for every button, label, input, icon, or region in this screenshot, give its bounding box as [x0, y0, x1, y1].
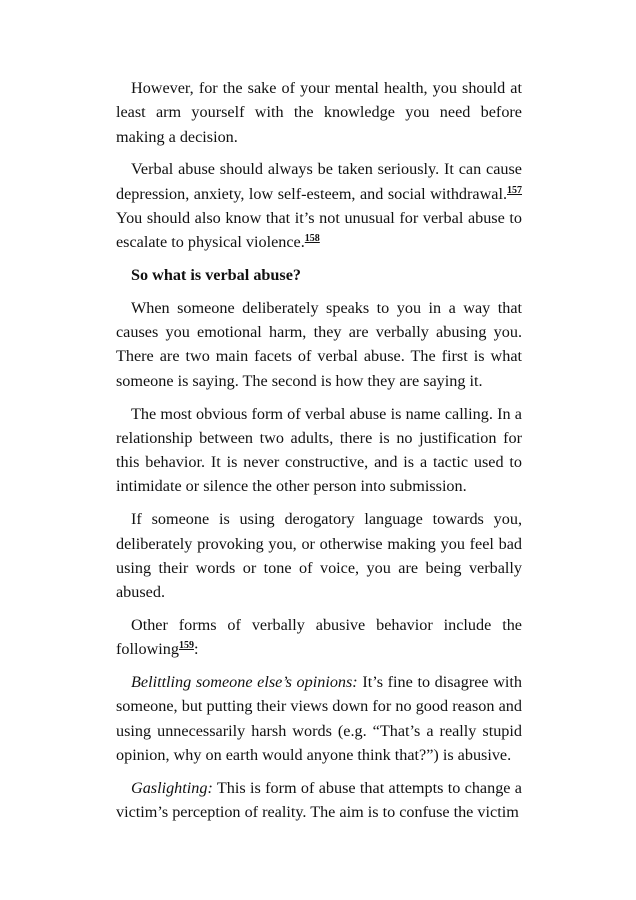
paragraph-name-calling: The most obvious form of verbal abuse is name calling. In a relationship between two adults, there is no justification for this behavior. It is never constructive, and is a tactic used to intimidate or silence the other person into submission.	[116, 404, 522, 496]
paragraph-derogatory-language: If someone is using derogatory language towards you, deliberately provoking you, or otherwise making you feel bad using their words or tone of voice, you are being verbally abused.	[116, 510, 522, 602]
paragraph-gaslighting	[116, 776, 522, 825]
paragraph-other-forms	[116, 613, 522, 662]
paragraph-text: You should also know that it’s not unusual for verbal abuse to escalate to physical violence.	[116, 208, 522, 252]
paragraph-text: This is form of abuse that attempts to change a victim’s perception of reality. The aim is to confuse the victim	[116, 778, 522, 822]
paragraph-verbal-abuse-serious	[116, 157, 522, 254]
paragraph-belittling	[116, 670, 522, 767]
footnote-link-159[interactable]: 159	[178, 640, 194, 652]
paragraph-text: :	[193, 640, 199, 659]
paragraph-definition: When someone deliberately speaks to you in a way that causes you emotional harm, they are verbally abusing you. There are two main facets of verbal abuse. The first is what someone is saying. The second is how they are saying it.	[116, 298, 522, 390]
paragraph-text: It’s fine to disagree with someone, but putting their views down for no good reason and using unnecessarily harsh words (e.g. “That’s a really stupid opinion, why on earth would anyone think that?”) is abusive.	[116, 673, 522, 764]
footnote-link-158[interactable]: 158	[304, 233, 320, 245]
term-gaslighting: Gaslighting:	[131, 778, 213, 797]
term-belittling: Belittling someone else’s opinions:	[131, 673, 358, 692]
footnote-link-157[interactable]: 157	[507, 184, 522, 196]
paragraph-intro: However, for the sake of your mental health, you should at least arm yourself with the knowledge you need before making a decision.	[116, 79, 522, 146]
document-page	[116, 76, 522, 833]
paragraph-text: Other forms of verbally abusive behavior include the following	[116, 615, 522, 659]
paragraph-text: Verbal abuse should always be taken seriously. It can cause depression, anxiety, low self-esteem, and social withdrawal.	[116, 160, 522, 203]
section-heading: So what is verbal abuse?	[131, 266, 301, 285]
